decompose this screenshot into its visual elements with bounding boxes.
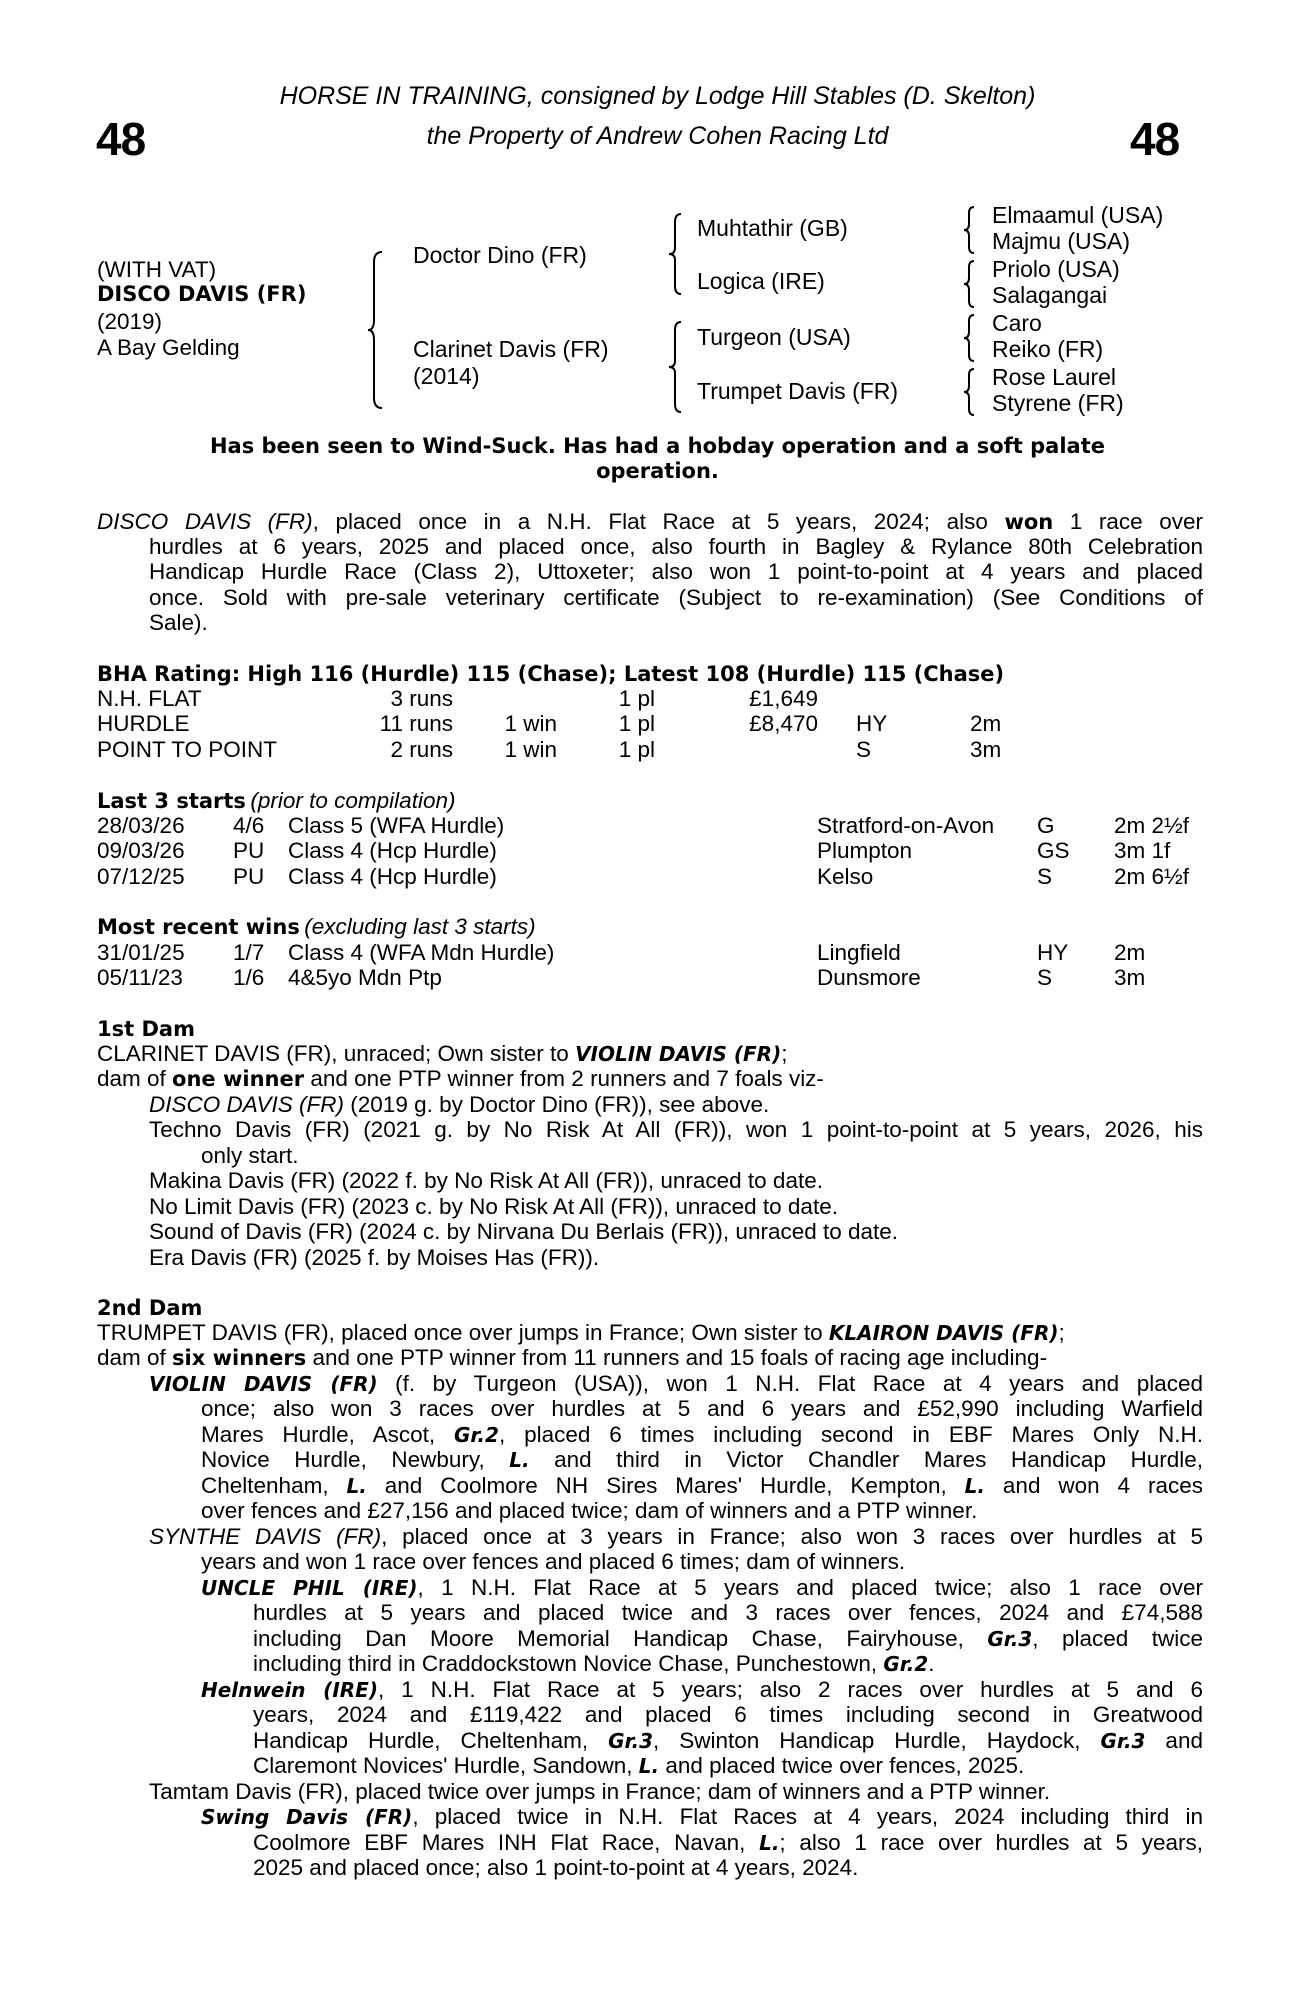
dam2-text: TRUMPET DAVIS (FR), placed once over jumps in France; Own sister to [97, 1320, 829, 1345]
produce-name: Helnwein (IRE) [201, 1678, 378, 1702]
listed-badge: L. [759, 1831, 780, 1855]
race-name: Class 4 (WFA Mdn Hurdle) [288, 940, 555, 965]
produce-name: UNCLE PHIL (IRE) [201, 1576, 418, 1600]
record-prize: £8,470 [749, 711, 818, 736]
listed-badge: L. [638, 1754, 660, 1778]
produce-text: once; also won 3 races over hurdles at 5 and 6 years and £52,990 including Warfield [201, 1396, 1203, 1421]
dam2-line [97, 1345, 1047, 1371]
record-type: POINT TO POINT [97, 737, 278, 762]
race-name: Class 4 (Hcp Hurdle) [288, 864, 497, 889]
pedigree-dam-sire: Turgeon (USA) [697, 324, 851, 350]
produce-text [253, 1626, 1203, 1652]
horse-description: A Bay Gelding [97, 335, 240, 360]
race-going: S [1037, 864, 1053, 889]
produce-text [253, 1728, 1203, 1754]
wins-title: Most recent wins [97, 915, 300, 939]
pedigree-gen3: Majmu (USA) [992, 228, 1131, 254]
produce-text: including third in Craddockstown Novice Chase, Punchestown, [253, 1651, 884, 1676]
race-date: 28/03/26 [97, 813, 185, 838]
race-distance: 2m 6½f [1114, 864, 1190, 889]
lot-number-left: 48 [96, 113, 146, 165]
dam1-foal: only start. [201, 1143, 299, 1168]
race-course: Stratford-on-Avon [817, 813, 995, 838]
race-name: 4&5yo Mdn Ptp [288, 965, 442, 990]
record-going: HY [856, 711, 888, 736]
produce-text: , 1 N.H. Flat Race at 5 years; also 2 races over hurdles at 5 and 6 [377, 1677, 1203, 1702]
race-course: Kelso [817, 864, 874, 889]
race-date: 05/11/23 [97, 965, 183, 990]
dam2-sister-name: KLAIRON DAVIS (FR) [828, 1321, 1059, 1345]
summary-line: Handicap Hurdle Race (Class 2), Uttoxeter; also won 1 point-to-point at 4 years and placed [149, 559, 1203, 584]
produce-text [201, 1447, 1203, 1473]
race-course: Dunsmore [817, 965, 921, 990]
record-placed: 1 pl [618, 737, 655, 762]
record-distance: 2m [970, 711, 1002, 736]
race-name: Class 4 (Hcp Hurdle) [288, 838, 497, 863]
horse-year: (2019) [97, 309, 163, 334]
record-runs: 11 runs [379, 711, 453, 736]
pedigree-sire-dam: Logica (IRE) [697, 268, 825, 294]
pedigree-sire-sire: Muhtathir (GB) [697, 215, 848, 241]
produce-text: , placed 6 times including second in EBF Mares Only N.H. [498, 1422, 1203, 1447]
produce-text: including Dan Moore Memorial Handicap Chase, Fairyhouse, [253, 1626, 988, 1651]
produce-text: , placed once at 3 years in France; also won 3 races over hurdles at 5 [381, 1524, 1203, 1549]
consignor-line: HORSE IN TRAINING, consigned by Lodge Hill Stables (D. Skelton) [279, 82, 1036, 110]
race-distance: 2m [1114, 940, 1146, 965]
produce-text: , placed twice [1032, 1626, 1203, 1651]
record-type: HURDLE [97, 711, 190, 736]
record-prize: £1,649 [749, 686, 818, 711]
dam1-text: CLARINET DAVIS (FR), unraced; Own sister to [97, 1041, 576, 1066]
summary-won: won [1004, 510, 1054, 534]
property-line: the Property of Andrew Cohen Racing Ltd [426, 122, 889, 150]
produce-text: years, 2024 and £119,422 and placed 6 times including second in Greatwood [253, 1702, 1203, 1727]
summary-text: , placed once in a N.H. Flat Race at 5 years, 2024; also [312, 509, 1005, 534]
dam1-foal: No Limit Davis (FR) (2023 c. by No Risk At All (FR)), unraced to date. [149, 1194, 838, 1219]
dam2-winners: six winners [172, 1346, 307, 1370]
produce-text: Cheltenham, [201, 1473, 347, 1498]
dam1-sister-name: VIOLIN DAVIS (FR) [575, 1042, 782, 1066]
listed-badge: L. [964, 1474, 985, 1498]
race-going: S [1037, 965, 1053, 990]
listed-badge: L. [346, 1474, 367, 1498]
vat-note: (WITH VAT) [97, 257, 217, 282]
grade-badge: Gr.2 [453, 1423, 499, 1447]
race-course: Plumpton [817, 838, 913, 863]
pedigree-gen3: Salagangai [992, 282, 1108, 308]
dam1-foal: Sound of Davis (FR) (2024 c. by Nirvana Du Berlais (FR)), unraced to date. [149, 1219, 899, 1244]
horse-name: DISCO DAVIS (FR) [97, 282, 307, 306]
last3-title: Last 3 starts [97, 789, 246, 813]
produce-text: Novice Hurdle, Newbury, [201, 1447, 510, 1472]
last3-subtitle: (prior to compilation) [250, 788, 456, 813]
dam2-text: ; [1058, 1320, 1065, 1345]
record-distance: 3m [970, 737, 1002, 762]
last3-heading [97, 788, 455, 814]
dam1-text: dam of [97, 1066, 173, 1091]
pedigree-gen3: Priolo (USA) [992, 256, 1120, 282]
produce-text: and [1145, 1728, 1203, 1753]
pedigree-gen3: Styrene (FR) [992, 390, 1124, 416]
foal-name: DISCO DAVIS (FR) [149, 1092, 345, 1117]
summary-line [97, 509, 1203, 535]
produce-text: , placed twice in N.H. Flat Races at 4 years, 2024 including third in [412, 1804, 1203, 1829]
produce-name: VIOLIN DAVIS (FR) [149, 1372, 378, 1396]
notice-line-1: Has been seen to Wind-Suck. Has had a hobday operation and a soft palate [209, 434, 1106, 458]
race-name: Class 5 (WFA Hurdle) [288, 813, 505, 838]
pedigree-gen3: Elmaamul (USA) [992, 202, 1164, 228]
race-going: GS [1037, 838, 1070, 863]
record-wins: 1 win [504, 711, 557, 736]
race-position: 1/6 [233, 965, 265, 990]
race-course: Lingfield [817, 940, 901, 965]
notice-line-2: operation. [596, 459, 719, 483]
race-date: 09/03/26 [97, 838, 185, 863]
produce-text [201, 1422, 1203, 1448]
produce-text: Claremont Novices' Hurdle, Sandown, [253, 1753, 639, 1778]
pedigree-dam-year: (2014) [413, 363, 480, 389]
produce-text: Handicap Hurdle, Cheltenham, [253, 1728, 609, 1753]
bha-rating: BHA Rating: High 116 (Hurdle) 115 (Chase); Latest 108 (Hurdle) 115 (Chase) [97, 662, 1005, 686]
listed-badge: L. [509, 1448, 530, 1472]
race-distance: 3m 1f [1114, 838, 1171, 863]
produce-violin [149, 1371, 1203, 1397]
race-date: 31/01/25 [97, 940, 185, 965]
produce-name: SYNTHE DAVIS (FR) [149, 1524, 382, 1549]
dam2-text: dam of [97, 1345, 173, 1370]
pedigree-dam: Clarinet Davis (FR) [413, 336, 609, 362]
grade-badge: Gr.3 [1100, 1729, 1146, 1753]
race-position: PU [233, 838, 265, 863]
produce-synthe [149, 1524, 1203, 1549]
race-going: G [1037, 813, 1055, 838]
produce-text: and placed twice over fences, 2025. [659, 1753, 1025, 1778]
foal-text: (2019 g. by Doctor Dino (FR)), see above. [344, 1092, 770, 1117]
produce-text: 2025 and placed once; also 1 point-to-point at 4 years, 2024. [253, 1855, 859, 1880]
produce-name: Swing Davis (FR) [201, 1805, 413, 1829]
produce-text [253, 1753, 1024, 1779]
race-going: HY [1037, 940, 1069, 965]
summary-line: hurdles at 6 years, 2025 and placed once, also fourth in Bagley & Rylance 80th Celebration [149, 534, 1203, 559]
record-runs: 2 runs [390, 737, 453, 762]
produce-text: Mares Hurdle, Ascot, [201, 1422, 454, 1447]
pedigree-gen3: Rose Laurel [992, 364, 1117, 390]
record-placed: 1 pl [618, 686, 655, 711]
pedigree-dam-dam: Trumpet Davis (FR) [697, 378, 899, 404]
grade-badge: Gr.3 [987, 1627, 1033, 1651]
summary-line: once. Sold with pre-sale veterinary certificate (Subject to re-examination) (See Conditions of [149, 585, 1203, 610]
produce-text: over fences and £27,156 and placed twice; dam of winners and a PTP winner. [201, 1498, 978, 1523]
dam1-text: and one PTP winner from 2 runners and 7 foals viz- [304, 1066, 824, 1091]
grade-badge: Gr.2 [883, 1652, 929, 1676]
pedigree-gen3: Caro [992, 310, 1042, 336]
wins-heading [97, 914, 536, 940]
record-type: N.H. FLAT [97, 686, 202, 711]
dam1-foal: Techno Davis (FR) (2021 g. by No Risk At All (FR)), won 1 point-to-point at 5 years, 2026, his [149, 1117, 1203, 1142]
lot-number-right: 48 [1130, 113, 1180, 165]
produce-text [253, 1830, 1203, 1856]
summary-text: 1 race over [1053, 509, 1203, 534]
dam1-winners: one winner [172, 1067, 305, 1091]
produce-text [253, 1651, 935, 1677]
produce-uncle-phil [201, 1575, 1203, 1601]
produce-text [201, 1473, 1203, 1499]
produce-text: . [928, 1651, 935, 1676]
race-date: 07/12/25 [97, 864, 185, 889]
dam2-text: and one PTP winner from 11 runners and 15 foals of racing age including- [306, 1345, 1048, 1370]
produce-text: Coolmore EBF Mares INH Flat Race, Navan, [253, 1830, 760, 1855]
race-position: PU [233, 864, 265, 889]
produce-helnwein [201, 1677, 1203, 1703]
dam1-line [97, 1066, 824, 1092]
record-placed: 1 pl [618, 711, 655, 736]
summary-horse-name: DISCO DAVIS (FR) [97, 509, 313, 534]
dam1-foal: Makina Davis (FR) (2022 f. by No Risk At All (FR)), unraced to date. [149, 1168, 823, 1193]
dam2-line [97, 1320, 1065, 1346]
dam2-title: 2nd Dam [97, 1296, 203, 1320]
record-going: S [856, 737, 872, 762]
race-position: 1/7 [233, 940, 265, 965]
dam1-foal: Era Davis (FR) (2025 f. by Moises Has (FR)). [149, 1245, 600, 1270]
produce-text: and won 4 races [985, 1473, 1204, 1498]
race-distance: 3m [1114, 965, 1146, 990]
produce-text: and third in Victor Chandler Mares Handicap Hurdle, [529, 1447, 1204, 1472]
produce-text: , Swinton Handicap Hurdle, Haydock, [653, 1728, 1101, 1753]
record-wins: 1 win [504, 737, 557, 762]
produce-text: years and won 1 race over fences and placed 6 times; dam of winners. [201, 1549, 906, 1574]
produce-text: ; also 1 race over hurdles at 5 years, [779, 1830, 1203, 1855]
produce-tamtam: Tamtam Davis (FR), placed twice over jumps in France; dam of winners and a PTP winner. [149, 1779, 1051, 1804]
pedigree-sire: Doctor Dino (FR) [413, 242, 587, 268]
record-runs: 3 runs [390, 686, 453, 711]
wins-subtitle: (excluding last 3 starts) [304, 914, 536, 939]
produce-text: hurdles at 5 years and placed twice and 3 races over fences, 2024 and £74,588 [253, 1600, 1203, 1625]
dam1-line [97, 1041, 788, 1067]
race-distance: 2m 2½f [1114, 813, 1190, 838]
produce-text: and Coolmore NH Sires Mares' Hurdle, Kempton, [366, 1473, 965, 1498]
dam1-foal [149, 1092, 769, 1117]
summary-line: Sale). [149, 610, 208, 635]
grade-badge: Gr.3 [608, 1729, 654, 1753]
pedigree-gen3: Reiko (FR) [992, 336, 1104, 362]
race-position: 4/6 [233, 813, 265, 838]
dam1-title: 1st Dam [97, 1017, 195, 1041]
produce-text: , 1 N.H. Flat Race at 5 years and placed twice; also 1 race over [417, 1575, 1204, 1600]
produce-text: (f. by Turgeon (USA)), won 1 N.H. Flat Race at 4 years and placed [377, 1371, 1203, 1396]
produce-swing [201, 1804, 1203, 1830]
dam1-text: ; [781, 1041, 788, 1066]
